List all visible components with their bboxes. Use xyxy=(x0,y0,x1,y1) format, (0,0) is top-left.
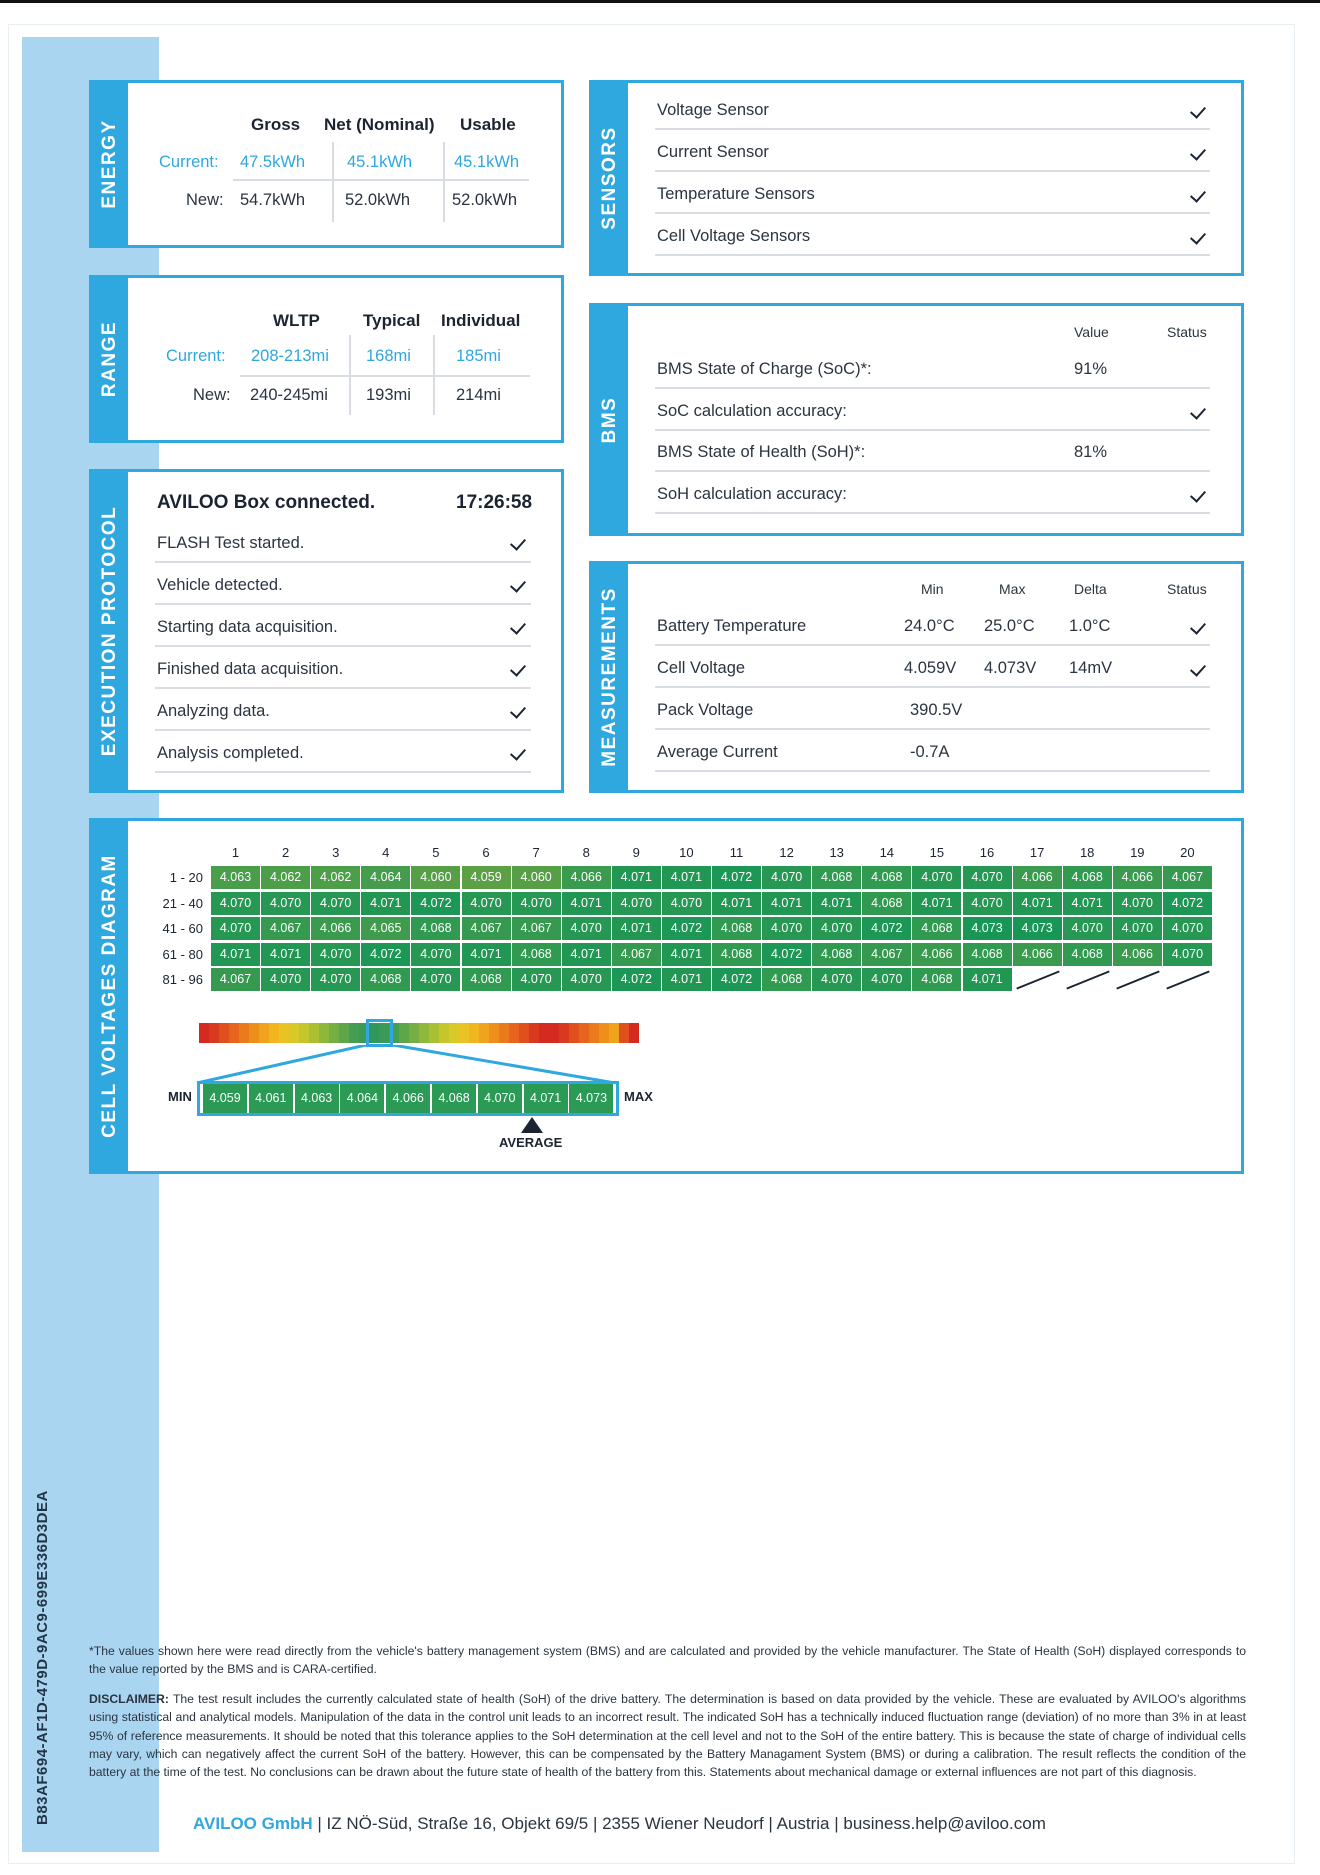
scale-value: 4.070 xyxy=(478,1084,523,1113)
cell-voltage: 4.068 xyxy=(462,968,511,991)
cell-voltage: 4.067 xyxy=(261,917,310,940)
color-bar-segment xyxy=(239,1023,249,1043)
cell-voltage: 4.066 xyxy=(311,917,360,940)
divider xyxy=(655,429,1210,431)
meas-row-label: Average Current xyxy=(657,743,778,761)
divider xyxy=(655,470,1210,472)
protocol-step: Starting data acquisition. xyxy=(157,618,338,636)
column-number: 9 xyxy=(632,845,640,860)
cell-voltage: 4.071 xyxy=(662,943,711,966)
cell-voltage: 4.070 xyxy=(612,892,661,915)
energy-tab: ENERGY xyxy=(92,83,128,245)
cells-tab: CELL VOLTAGES DIAGRAM xyxy=(92,821,128,1171)
cell-voltage: 4.070 xyxy=(912,866,961,889)
cell-voltage: 4.068 xyxy=(812,943,861,966)
meas-row-min: 4.059V xyxy=(904,659,957,677)
range-tab: RANGE xyxy=(92,278,128,440)
company-name: AVILOO GmbH xyxy=(193,1814,313,1833)
bms-col-status: Status xyxy=(1167,324,1207,340)
cell-voltage: 4.068 xyxy=(862,866,911,889)
divider xyxy=(155,771,531,773)
protocol-step: Finished data acquisition. xyxy=(157,660,344,678)
cell-voltage: 4.072 xyxy=(411,892,460,915)
meas-row-delta: 1.0°C xyxy=(1069,617,1111,635)
row-label: 1 - 20 xyxy=(169,870,203,885)
column-number: 20 xyxy=(1180,845,1195,860)
color-bar-segment xyxy=(529,1023,539,1043)
protocol-step: Analyzing data. xyxy=(157,702,270,720)
cell-voltage: 4.071 xyxy=(912,892,961,915)
cell-voltage: 4.070 xyxy=(311,968,360,991)
row-label: 61 - 80 xyxy=(162,946,203,962)
color-bar-segment xyxy=(199,1023,209,1043)
column-number: 17 xyxy=(1029,845,1045,860)
cell-voltage: 4.070 xyxy=(762,866,811,889)
cell-voltage: 4.062 xyxy=(311,866,360,889)
cell-voltage: 4.070 xyxy=(1063,917,1112,940)
color-bar-segment xyxy=(259,1023,269,1043)
cell-voltage: 4.073 xyxy=(1013,917,1062,940)
cell-voltage: 4.066 xyxy=(562,866,611,889)
row-label: 41 - 60 xyxy=(162,921,203,936)
color-bar-segment xyxy=(619,1023,629,1043)
meas-row-min: 24.0°C xyxy=(904,617,955,635)
average-label: AVERAGE xyxy=(499,1135,563,1150)
bms-row-label: SoC calculation accuracy: xyxy=(657,401,847,420)
meas-row-max: 25.0°C xyxy=(984,617,1035,635)
color-bar-segment xyxy=(599,1023,609,1043)
bms-row-value: 91% xyxy=(1074,360,1108,378)
cell-voltage: 4.070 xyxy=(512,892,561,915)
cell-voltage: 4.071 xyxy=(261,943,310,966)
disclaimer-text: The test result includes the currently calculated state of health (SoH) of the drive battery. The determination is based on data provided by the vehicle. These are evaluated by AVILOO's algorithms using statistical and analytical models. Manipulation of the data in the control unit leads to an incorrect result. The indicated SoH has a technically induced fluctuation range (deviation) of no more than 3% in at least 95% of reference measurements. It should be noted that this tolerance applies to the SoH determination at the cell level and not to the SoH of the entire battery. This is because the state of charge of individual cells may vary, which can negatively affect the current SoH of the battery. However, this can be compensated by the Battery Managament System (BMS) or during a calibration. The result reflects the condition of the battery at the time of the test. No conclusions can be drawn about the future state of health of the battery from this. Statements about mechanical damage or external influences are not part of this diagnosis. xyxy=(89,1692,1246,1780)
cell-voltage: 4.071 xyxy=(762,892,811,915)
cell-voltage: 4.071 xyxy=(612,917,661,940)
energy-new-gross: 54.7kWh xyxy=(240,191,306,209)
meas-col-delta: Delta xyxy=(1074,581,1107,597)
cell-voltage: 4.072 xyxy=(612,968,661,991)
company-line xyxy=(193,1814,1046,1834)
color-bar-segment xyxy=(339,1023,349,1043)
color-bar-segment xyxy=(279,1023,289,1043)
cell-voltage: 4.070 xyxy=(762,917,811,940)
cell-voltage: 4.071 xyxy=(662,968,711,991)
energy-header-usable: Usable xyxy=(460,115,516,134)
color-bar-segment xyxy=(229,1023,239,1043)
column-number: 18 xyxy=(1079,845,1095,860)
divider xyxy=(655,128,1210,130)
cell-voltage: 4.071 xyxy=(562,892,611,915)
meas-row-label: Battery Temperature xyxy=(657,617,807,635)
cell-voltage: 4.067 xyxy=(612,943,661,966)
bms-row-label: BMS State of Health (SoH)*: xyxy=(657,443,866,461)
color-bar-segment xyxy=(309,1023,319,1043)
meas-row-label: Pack Voltage xyxy=(657,701,754,719)
protocol-tab: EXECUTION PROTOCOL xyxy=(92,472,128,790)
cell-voltage: 4.071 xyxy=(211,943,260,966)
average-marker-icon xyxy=(521,1117,543,1133)
meas-row-min: -0.7A xyxy=(910,743,950,761)
cell-voltage: 4.068 xyxy=(1063,943,1112,966)
column-number: 5 xyxy=(432,845,440,860)
cell-voltage: 4.070 xyxy=(211,917,260,940)
divider xyxy=(655,686,1210,688)
protocol-step: Vehicle detected. xyxy=(157,576,283,594)
scale-min-label: MIN xyxy=(168,1089,192,1104)
scale-value: 4.066 xyxy=(386,1084,431,1113)
cell-voltage: 4.070 xyxy=(211,892,260,915)
measurements-tab: MEASUREMENTS xyxy=(592,564,628,790)
cell-voltage: 4.070 xyxy=(261,892,310,915)
cell-voltage: 4.071 xyxy=(361,892,410,915)
divider xyxy=(655,387,1210,389)
range-current-wltp: 208-213mi xyxy=(251,347,329,365)
cell-voltage: 4.066 xyxy=(1113,943,1162,966)
energy-new-usable: 52.0kWh xyxy=(452,191,518,209)
range-current-individual: 185mi xyxy=(456,347,501,365)
cell-voltage: 4.070 xyxy=(662,892,711,915)
cell-voltage: 4.068 xyxy=(762,968,811,991)
meas-row-min: 390.5V xyxy=(910,701,963,719)
color-bar-segment xyxy=(289,1023,299,1043)
cell-voltage: 4.070 xyxy=(311,892,360,915)
meas-col-max: Max xyxy=(999,581,1026,597)
cell-voltage: 4.071 xyxy=(562,943,611,966)
color-bar-segment xyxy=(419,1023,429,1043)
cell-voltage: 4.071 xyxy=(1063,892,1112,915)
color-bar-segment xyxy=(589,1023,599,1043)
cell-voltage: 4.066 xyxy=(1113,866,1162,889)
row-label: 21 - 40 xyxy=(162,895,203,911)
color-bar-segment xyxy=(329,1023,339,1043)
divider xyxy=(155,645,531,647)
bms-col-value: Value xyxy=(1074,324,1109,340)
range-new-individual: 214mi xyxy=(456,386,501,404)
energy-current-gross: 47.5kWh xyxy=(240,153,306,171)
bms-row-value: 81% xyxy=(1074,443,1108,461)
color-bar-segment xyxy=(299,1023,309,1043)
color-bar-segment xyxy=(449,1023,459,1043)
divider xyxy=(655,170,1210,172)
cell-voltage: 4.072 xyxy=(662,917,711,940)
cell-voltage: 4.070 xyxy=(812,968,861,991)
column-number: 12 xyxy=(779,845,794,860)
meas-row-label: Cell Voltage xyxy=(657,659,746,677)
cell-voltage: 4.071 xyxy=(612,866,661,889)
color-bar-segment xyxy=(559,1023,569,1043)
energy-current-usable: 45.1kWh xyxy=(454,153,520,171)
disclaimer-label: DISCLAIMER: xyxy=(89,1692,169,1706)
sensor-item: Cell Voltage Sensors xyxy=(657,227,811,245)
cell-voltage: 4.070 xyxy=(562,917,611,940)
color-bar-segment xyxy=(479,1023,489,1043)
divider xyxy=(655,644,1210,646)
color-bar-segment xyxy=(569,1023,579,1043)
column-number: 4 xyxy=(382,845,390,860)
cell-voltage: 4.070 xyxy=(411,968,460,991)
scale-value: 4.063 xyxy=(295,1084,340,1113)
energy-header-gross: Gross xyxy=(251,115,301,134)
meas-row-delta: 14mV xyxy=(1069,659,1113,677)
cell-voltage: 4.070 xyxy=(562,968,611,991)
cell-voltage: 4.072 xyxy=(762,943,811,966)
cell-voltage: 4.067 xyxy=(862,943,911,966)
meas-col-min: Min xyxy=(921,581,944,597)
cell-voltage: 4.062 xyxy=(261,866,310,889)
scale-value: 4.068 xyxy=(432,1084,477,1113)
divider xyxy=(655,212,1210,214)
top-border xyxy=(0,0,1320,3)
divider xyxy=(155,729,531,731)
range-current-label: Current: xyxy=(166,347,226,365)
scale-selection-box xyxy=(366,1019,393,1047)
cell-voltage: 4.067 xyxy=(462,917,511,940)
cell-voltage: 4.068 xyxy=(862,892,911,915)
protocol-time: 17:26:58 xyxy=(456,492,533,513)
color-bar-segment xyxy=(499,1023,509,1043)
cell-voltage: 4.072 xyxy=(361,943,410,966)
cell-voltage: 4.070 xyxy=(1113,892,1162,915)
color-bar-segment xyxy=(489,1023,499,1043)
cell-voltage: 4.065 xyxy=(361,917,410,940)
meas-row-max: 4.073V xyxy=(984,659,1037,677)
cell-voltage: 4.068 xyxy=(411,917,460,940)
range-header-individual: Individual xyxy=(441,311,521,330)
column-number: 10 xyxy=(679,845,694,860)
cell-voltage: 4.067 xyxy=(512,917,561,940)
cell-voltage: 4.071 xyxy=(812,892,861,915)
cell-voltage: 4.070 xyxy=(512,968,561,991)
cell-voltage: 4.070 xyxy=(1163,943,1212,966)
column-number: 16 xyxy=(979,845,995,860)
color-bar-segment xyxy=(269,1023,279,1043)
energy-new-label: New: xyxy=(186,191,224,209)
color-bar-segment xyxy=(399,1023,409,1043)
scale-value: 4.059 xyxy=(203,1084,248,1113)
cell-voltage: 4.059 xyxy=(462,866,511,889)
cell-voltage: 4.063 xyxy=(211,866,260,889)
color-bar-segment xyxy=(539,1023,549,1043)
cell-voltage: 4.068 xyxy=(512,943,561,966)
color-bar-segment xyxy=(219,1023,229,1043)
color-bar-segment xyxy=(429,1023,439,1043)
cell-voltage: 4.067 xyxy=(211,968,260,991)
cell-voltage: 4.070 xyxy=(1163,917,1212,940)
scale-zoom-lines xyxy=(195,1045,625,1085)
cell-voltage: 4.060 xyxy=(411,866,460,889)
column-number: 19 xyxy=(1130,845,1145,860)
cell-voltage: 4.071 xyxy=(1013,892,1062,915)
row-label: 81 - 96 xyxy=(162,972,203,987)
cell-voltage: 4.070 xyxy=(963,866,1012,889)
footnote: *The values shown here were read directly from the vehicle's battery management system (BMS) and are calculated and provided by the vehicle manufacturer. The State of Health (SoH) displayed corresponds to the value reported by the BMS and is CARA-certified. xyxy=(89,1644,1246,1677)
energy-current-net: 45.1kWh xyxy=(347,153,413,171)
sensor-item: Current Sensor xyxy=(657,143,769,161)
cell-voltage: 4.071 xyxy=(963,968,1012,991)
divider xyxy=(655,728,1210,730)
column-number: 13 xyxy=(829,845,844,860)
company-address: | IZ NÖ-Süd, Straße 16, Objekt 69/5 | 2355 Wiener Neudorf | Austria | business.help@aviloo.com xyxy=(312,1814,1046,1833)
energy-header-net: Net (Nominal) xyxy=(324,115,435,134)
cell-voltage: 4.066 xyxy=(1013,866,1062,889)
protocol-title: AVILOO Box connected. xyxy=(157,492,376,513)
bms-row-label: SoH calculation accuracy: xyxy=(657,484,847,503)
color-bar-segment xyxy=(629,1023,639,1043)
divider xyxy=(655,512,1210,514)
cell-voltage: 4.068 xyxy=(912,917,961,940)
color-bar-segment xyxy=(519,1023,529,1043)
column-number: 1 xyxy=(231,845,240,860)
cell-voltage: 4.072 xyxy=(712,866,761,889)
column-number: 11 xyxy=(729,845,744,860)
color-bar-segment xyxy=(409,1023,419,1043)
divider xyxy=(155,687,531,689)
cell-voltage: 4.072 xyxy=(862,917,911,940)
cell-voltage: 4.070 xyxy=(862,968,911,991)
scale-value: 4.061 xyxy=(249,1084,294,1113)
cell-voltage: 4.067 xyxy=(1163,866,1212,889)
column-number: 14 xyxy=(879,845,895,860)
color-bar-segment xyxy=(459,1023,469,1043)
sensor-item: Temperature Sensors xyxy=(657,185,815,203)
color-bar-segment xyxy=(579,1023,589,1043)
range-header-wltp: WLTP xyxy=(273,311,320,330)
cell-voltage: 4.070 xyxy=(963,892,1012,915)
cell-voltage: 4.068 xyxy=(912,968,961,991)
cell-voltage: 4.068 xyxy=(1063,866,1112,889)
divider xyxy=(155,603,531,605)
sensor-item: Voltage Sensor xyxy=(657,101,769,119)
range-new-typical: 193mi xyxy=(366,386,411,404)
color-bar-segment xyxy=(509,1023,519,1043)
cell-voltage: 4.068 xyxy=(712,943,761,966)
divider xyxy=(155,561,531,563)
column-number: 2 xyxy=(281,845,290,860)
color-bar-segment xyxy=(469,1023,479,1043)
cell-voltage: 4.064 xyxy=(361,866,410,889)
cell-voltage: 4.072 xyxy=(712,968,761,991)
color-bar-segment xyxy=(549,1023,559,1043)
range-new-label: New: xyxy=(193,386,231,404)
document-id: B83AF694-AF1D-479D-9AC9-699E336D3DEA xyxy=(34,1490,51,1825)
scale-max-label: MAX xyxy=(624,1089,653,1104)
scale-value: 4.064 xyxy=(340,1084,385,1113)
cell-voltage: 4.066 xyxy=(912,943,961,966)
range-new-wltp: 240-245mi xyxy=(250,386,328,404)
cell-voltage: 4.071 xyxy=(662,866,711,889)
bms-tab: BMS xyxy=(592,306,628,533)
protocol-step: Analysis completed. xyxy=(157,744,304,762)
cell-voltage: 4.070 xyxy=(411,943,460,966)
bms-row-label: BMS State of Charge (SoC)*: xyxy=(657,360,872,378)
energy-current-label: Current: xyxy=(159,153,219,171)
cell-voltage: 4.070 xyxy=(1113,917,1162,940)
color-bar-segment xyxy=(319,1023,329,1043)
cell-voltage: 4.070 xyxy=(311,943,360,966)
cell-voltage: 4.072 xyxy=(1163,892,1212,915)
column-number: 3 xyxy=(332,845,340,860)
cell-voltage: 4.066 xyxy=(1013,943,1062,966)
color-bar-segment xyxy=(209,1023,219,1043)
meas-col-status: Status xyxy=(1167,581,1207,597)
range-header-typical: Typical xyxy=(363,311,421,330)
color-bar-segment xyxy=(609,1023,619,1043)
sensors-tab: SENSORS xyxy=(592,83,628,273)
color-bar-segment xyxy=(349,1023,359,1043)
energy-new-net: 52.0kWh xyxy=(345,191,411,209)
color-bar-segment xyxy=(439,1023,449,1043)
range-current-typical: 168mi xyxy=(366,347,411,365)
scale-value: 4.071 xyxy=(524,1084,569,1113)
divider xyxy=(655,254,1210,256)
cell-voltage: 4.068 xyxy=(963,943,1012,966)
cell-voltage: 4.073 xyxy=(963,917,1012,940)
column-number: 7 xyxy=(532,845,540,860)
column-number: 6 xyxy=(482,845,490,860)
cell-voltage: 4.070 xyxy=(462,892,511,915)
disclaimer xyxy=(89,1690,1246,1781)
cell-voltage: 4.068 xyxy=(712,917,761,940)
cell-voltage: 4.071 xyxy=(712,892,761,915)
column-number: 15 xyxy=(929,845,945,860)
cell-voltage: 4.068 xyxy=(812,866,861,889)
cell-voltage: 4.068 xyxy=(361,968,410,991)
cell-voltage: 4.070 xyxy=(812,917,861,940)
cell-voltage: 4.070 xyxy=(261,968,310,991)
color-bar-segment xyxy=(249,1023,259,1043)
protocol-step: FLASH Test started. xyxy=(157,534,305,552)
divider xyxy=(655,770,1210,772)
cell-voltage: 4.060 xyxy=(512,866,561,889)
cell-voltage: 4.071 xyxy=(462,943,511,966)
scale-value: 4.073 xyxy=(569,1084,614,1113)
column-number: 8 xyxy=(582,845,590,860)
